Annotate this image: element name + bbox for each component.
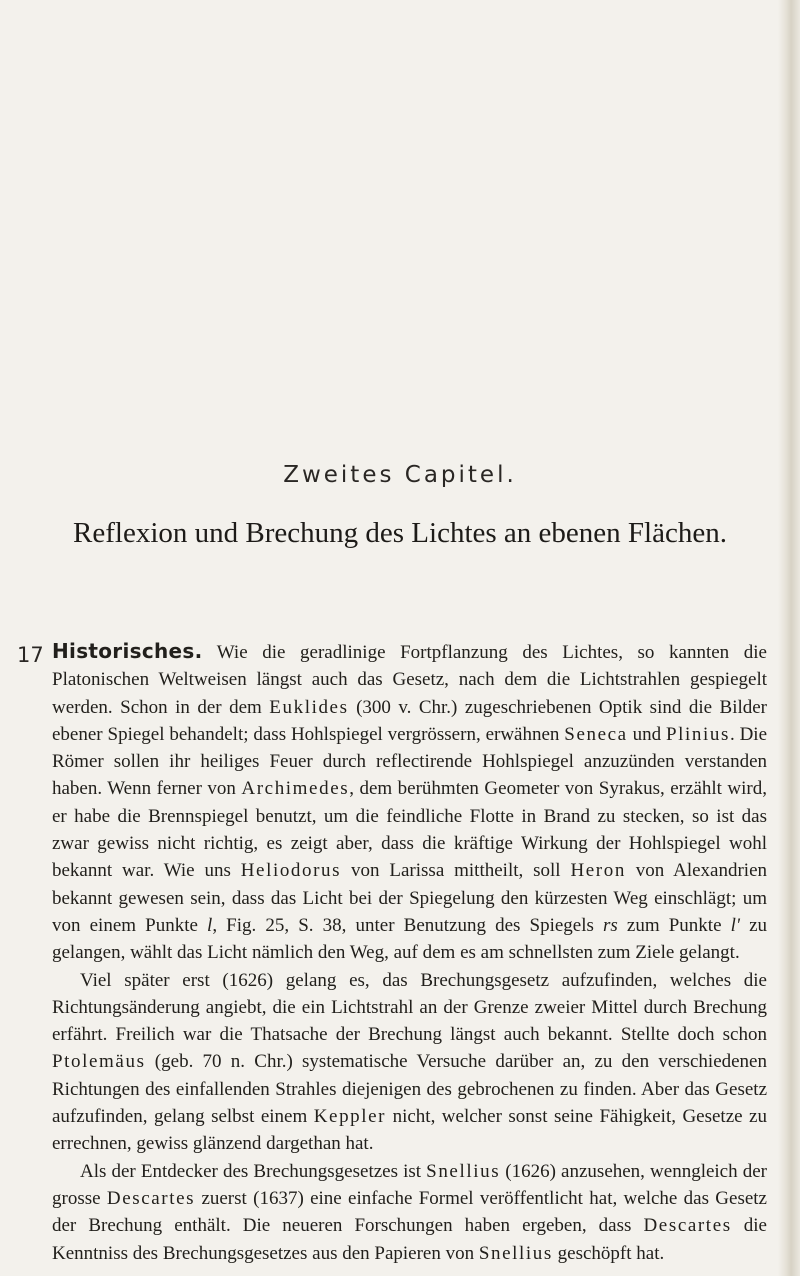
text-segment: Descartes [643, 1215, 732, 1237]
text-segment: und [627, 723, 666, 745]
text-segment: nicht, welcher sonst seine Fähigkeit, Gesetze zu errechnen, gewiss glänzend dargethan hat. [52, 1106, 767, 1155]
text-segment: l [207, 914, 213, 936]
chapter-label: Zweites Capitel. [283, 462, 517, 488]
text-segment: (300 v. Chr.) zugeschriebenen Optik sind die Bilder ebener Spiegel behandelt; dass Hohlspiegel vergrössern, erwähnen [52, 696, 768, 745]
text-segment: Snellius [426, 1160, 501, 1182]
text-segment: zum Punkte [617, 914, 731, 936]
paragraph [52, 967, 767, 1158]
section-heading: Historisches. [52, 639, 203, 663]
text-segment: Seneca [564, 723, 628, 745]
text-segment: Heron [570, 860, 626, 882]
text-segment: die Kenntniss des Brechungsgesetzes aus den Papieren von [52, 1215, 767, 1264]
text-segment: Plinius [665, 723, 730, 745]
text-segment: Descartes [106, 1187, 196, 1209]
text-segment: zu gelangen, wählt das Licht nämlich den Weg, auf dem es am schnellsten zum Ziele gelangt. [52, 914, 768, 964]
text-segment: (geb. 70 n. Chr.) systematische Versuche darüber an, zu den verschiedenen Richtungen des einfallenden Strahles diejenigen des gebrochenen zu finden. Aber das Gesetz aufzufinden, gelang selbst einem [52, 1051, 767, 1128]
text-segment: . Die Römer sollen ihr heiliges Feuer durch reflectirende Hohlspiegel anzuzünden verstanden haben. Wenn ferner von [52, 723, 768, 800]
text-segment: (1626) anzusehen, wenngleich der grosse [52, 1160, 767, 1209]
text-segment: l' [730, 914, 740, 936]
section-number: 17 [17, 643, 44, 667]
text-segment: rs [603, 914, 618, 936]
text-segment: zuerst (1637) eine einfache Formel veröffentlicht hat, welche das Gesetz der Brechung enthält. Die neueren Forschungen haben ergeben, dass [52, 1187, 767, 1237]
text-segment: Archimedes [241, 778, 350, 800]
text-segment: Wie die geradlinige Fortpflanzung des Lichtes, so kannten die Platonischen Weltweisen längst auch das Gesetz, nach dem die Lichtstrahlen gespiegelt werden. Schon in der dem [52, 642, 767, 718]
text-segment: Euklides [269, 696, 349, 718]
text-segment: Keppler [313, 1106, 387, 1128]
chapter-title: Reflexion und Brechung des Lichtes an ebenen Flächen. [73, 517, 727, 549]
text-segment: Als der Entdecker des Brechungsgesetzes ist [80, 1160, 427, 1182]
paragraph [52, 1158, 767, 1267]
paragraph [52, 638, 767, 967]
text-segment: , Fig. 25, S. 38, unter Benutzung des Spiegels [212, 914, 604, 936]
text-segment: von Larissa mittheilt, soll [341, 860, 571, 882]
text-segment: Snellius [478, 1242, 553, 1264]
text-segment: Viel später erst (1626) gelang es, das Brechungsgesetz aufzufinden, welches die Richtungsänderung angiebt, die ein Lichtstrahl an der Grenze zweier Mittel durch Brechung erfährt. Freilich war die Thatsache der Brechung längst auch bekannt. Stellte doch schon [52, 969, 767, 1046]
text-segment: von Alexandrien bekannt gewesen sein, dass das Licht bei der Spiegelung den kürzesten Weg einschlägt; um von einem Punkte [52, 860, 768, 936]
text-segment: , dem berühmten Geometer von Syrakus, erzählt wird, er habe die Brennspiegel benutzt, um die feindliche Flotte in Brand zu stecken, so ist das zwar gewiss nicht richtig, es zeigt aber, dass die kräftige Wirkung der Hohlspiegel wohl bekannt war. Wie uns [52, 778, 767, 882]
text-segment: geschöpft hat. [552, 1242, 665, 1264]
text-segment: Heliodorus [240, 860, 342, 882]
page-edge-shadow [778, 0, 800, 1276]
section-body [52, 638, 767, 1267]
text-segment: Ptolemäus [52, 1051, 146, 1073]
